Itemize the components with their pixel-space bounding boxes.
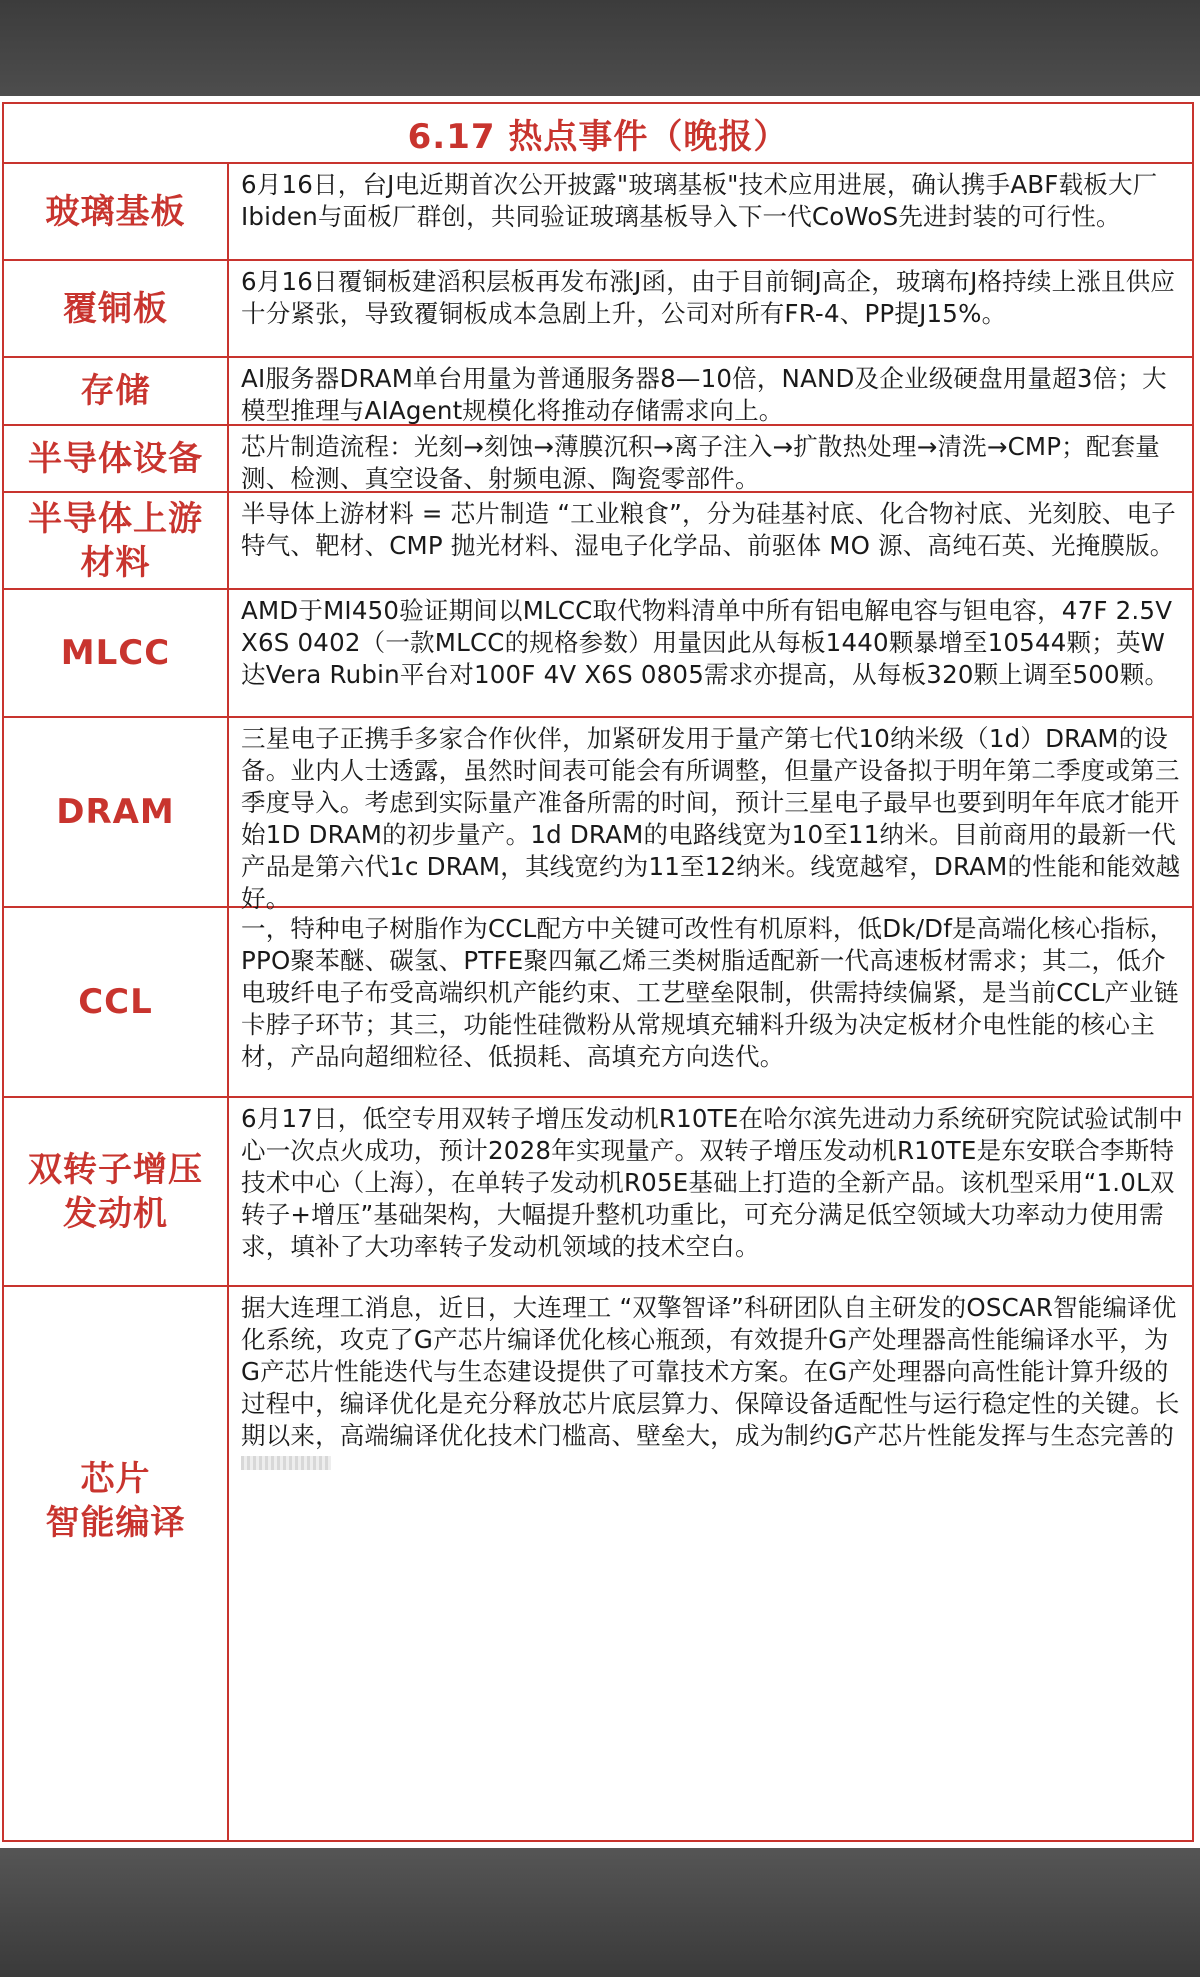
row-label [4,590,229,716]
row-label [4,493,229,588]
row-content [229,261,1192,356]
row-label-text: 半导体设备 [28,438,203,479]
row-content-text: 一，特种电子树脂作为CCL配方中关键可改性有机原料，低Dk/Df是高端化核心指标，PPO聚苯醚、碳氢、PTFE聚四氟乙烯三类树脂适配新一代高速板材需求；其二，低介电玻纤电子布受高端织机产能约束、工艺壁垒限制，供需持续偏紧，是当前CCL产业链卡脖子环节；其三，功能性硅微粉从常规填充辅料升级为决定板材介电性能的核心主材，产品向超细粒径、低损耗、高填充方向迭代。 [241,914,1179,1071]
row-content-text: AMD于MI450验证期间以MLCC取代物料清单中所有铝电解电容与钽电容，47F 2.5V X6S 0402（一款MLCC的规格参数）用量因此从每板1440颗暴增至10544颗；英W达Vera Rubin平台对100F 4V X6S 0805需求亦提高，从每板320颗上调至500颗。 [241,596,1173,689]
row-content [229,493,1192,588]
row-label-text: 玻璃基板 [45,191,186,232]
row-label-text: 半导体上游 材料 [28,498,203,583]
row-label-text: 芯片 智能编译 [45,1459,186,1543]
news-row-ccl-board [4,261,1192,358]
news-row-mlcc [4,590,1192,718]
news-row-glass-substrate [4,164,1192,261]
row-label [4,164,229,259]
background-bottom [0,1848,1200,1977]
row-content [229,590,1192,716]
row-content-text: 三星电子正携手多家合作伙伴，加紧研发用于量产第七代10纳米级（1d）DRAM的设备。业内人士透露，虽然时间表可能会有所调整，但量产设备拟于明年第二季度或第三季度导入。考虑到实际量产准备所需的时间，预计三星电子最早也要到明年年底才能开始1D DRAM的初步量产。1d DRAM的电路线宽为10至11纳米。目前商用的最新一代产品是第六代1c DRAM，其线宽约为11至12纳米。线宽越窄，DRAM的性能和能效越好。 [241,724,1181,913]
row-label-text: CCL [78,982,153,1022]
row-content-text: 6月17日，低空专用双转子增压发动机R10TE在哈尔滨先进动力系统研究院试验试制中心一次点火成功，预计2028年实现量产。双转子增压发动机R10TE是东安联合李斯特技术中心（上海），在单转子发动机R05E基础上打造的全新产品。该机型采用“1.0L双转子+增压”基础架构，大幅提升整机功重比，可充分满足低空领域大功率动力使用需求，填补了大功率转子发动机领域的技术空白。 [241,1104,1184,1261]
row-content [229,358,1192,424]
row-label [4,1098,229,1285]
row-label-text: DRAM [56,792,175,832]
row-label-text: 覆铜板 [63,288,168,329]
row-label [4,718,229,906]
news-row-dram [4,718,1192,913]
row-content [229,1287,1192,1840]
row-content [229,1098,1192,1285]
row-content [229,426,1192,491]
news-row-chip-compiler [4,1287,1192,1840]
row-label-text: 双转子增压 发动机 [28,1149,203,1234]
news-row-semiconductor-materials [4,493,1192,590]
row-content-text: 6月16日覆铜板建滔积层板再发布涨J函，由于目前铜J高企，玻璃布J格持续上涨且供应十分紧张，导致覆铜板成本急剧上升，公司对所有FR-4、PP提J15%。 [241,267,1176,328]
row-label-text: 存储 [80,371,151,411]
title-row [4,104,1192,164]
row-content-text: AI服务器DRAM单台用量为普通服务器8—10倍，NAND及企业级硬盘用量超3倍；大模型推理与AIAgent规模化将推动存储需求向上。 [241,364,1167,425]
row-content [229,164,1192,259]
row-label [4,261,229,356]
news-row-storage [4,358,1192,426]
page-title: 6.17 热点事件（晚报） [407,116,789,157]
row-content [229,908,1192,1096]
news-sheet [0,96,1200,1848]
news-row-ccl [4,908,1192,1098]
row-label-text: MLCC [60,633,171,673]
blurred-text-fragment [241,1456,331,1470]
row-label [4,358,229,424]
news-row-rotary-engine [4,1098,1192,1287]
row-content-text: 半导体上游材料 = 芯片制造 “工业粮食”，分为硅基衬底、化合物衬底、光刻胶、电子特气、靶材、CMP 抛光材料、湿电子化学品、前驱体 MO 源、高纯石英、光掩膜版。 [241,499,1176,560]
news-table [2,102,1194,1842]
row-label [4,1287,229,1840]
row-content-text: 芯片制造流程：光刻→刻蚀→薄膜沉积→离子注入→扩散热处理→清洗→CMP；配套量测、检测、真空设备、射频电源、陶瓷零部件。 [241,432,1160,493]
row-label [4,426,229,491]
row-label [4,908,229,1096]
news-row-semiconductor-equipment [4,426,1192,493]
background-top [0,0,1200,96]
row-content-text: 6月16日，台J电近期首次公开披露"玻璃基板"技术应用进展，确认携手ABF载板大厂Ibiden与面板厂群创，共同验证玻璃基板导入下一代CoWoS先进封装的可行性。 [241,170,1158,231]
row-content-text: 据大连理工消息，近日，大连理工 “双擎智译”科研团队自主研发的OSCAR智能编译优化系统，攻克了G产芯片编译优化核心瓶颈，有效提升G产处理器高性能编译水平，为G产芯片性能迭代与生态建设提供了可靠技术方案。在G产处理器向高性能计算升级的过程中，编译优化是充分释放芯片底层算力、保障设备适配性与运行稳定性的关键。长期以来，高端编译优化技术门槛高、壁垒大，成为制约G产芯片性能发挥与生态完善的 [241,1293,1180,1450]
row-content [229,718,1192,913]
